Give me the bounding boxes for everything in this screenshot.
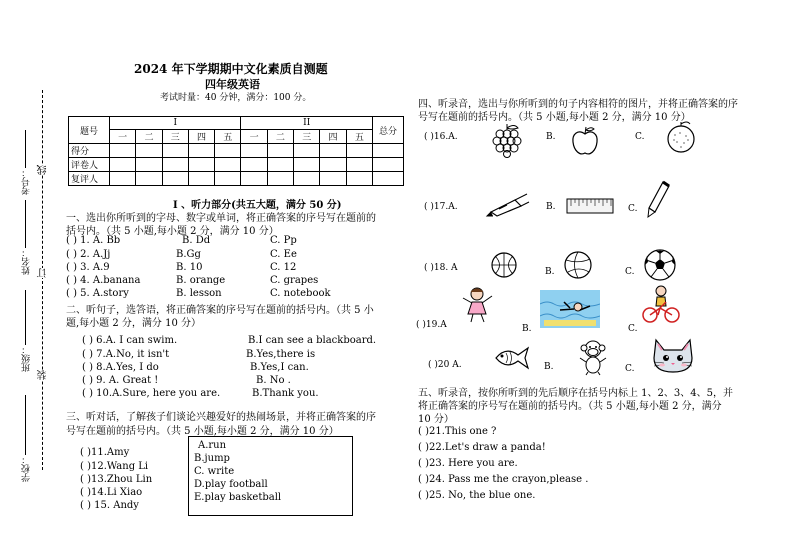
q2-option-b: B.Gg bbox=[176, 249, 201, 260]
kaohao-underline bbox=[25, 130, 26, 168]
ruler-icon bbox=[566, 196, 614, 216]
score-table-numeral: 一 bbox=[241, 130, 267, 144]
score-cell[interactable] bbox=[136, 144, 162, 158]
s3-option-d: D.play football bbox=[194, 479, 268, 490]
q7-option-a: ( ) 7.A.No, it isn't bbox=[82, 349, 170, 360]
score-cell[interactable] bbox=[188, 172, 214, 186]
pen-icon bbox=[485, 192, 533, 218]
soccer-ball-icon bbox=[643, 248, 677, 282]
q2-option-c: C. Ee bbox=[270, 249, 297, 260]
s5-instruction-line1: 五、听录音，按你所听到的先后顺序在括号内标上 1、2、3、4、5，并 bbox=[418, 388, 733, 399]
q5-option-b: B. lesson bbox=[176, 288, 222, 299]
q6-option-b: B.I can see a blackboard. bbox=[248, 335, 377, 346]
s1-instruction-line1: 一、选出你所听到的字母、数字或单词，将正确答案的序号写在题前的 bbox=[66, 213, 376, 224]
label-xingming: 姓名： bbox=[22, 248, 32, 275]
s2-instruction-line1: 二、听句子，选答语，将正确答案的序号写在题前的括号内。（共 5 小 bbox=[66, 305, 374, 316]
q21-stem: ( )21.This one ? bbox=[418, 426, 497, 437]
score-cell[interactable] bbox=[215, 144, 241, 158]
score-table bbox=[68, 116, 404, 186]
score-table-numeral: 一 bbox=[110, 130, 136, 144]
q8-option-a: ( ) 8.A.Yes, I do bbox=[82, 362, 159, 373]
score-cell[interactable] bbox=[241, 144, 267, 158]
q3-option-b: B. 10 bbox=[176, 262, 203, 273]
score-cell[interactable] bbox=[215, 172, 241, 186]
s3-option-a: A.run bbox=[198, 440, 227, 451]
s4-instruction-line1: 四、听录音，选出与你所听到的句子内容相符的图片，并将正确答案的序 bbox=[418, 99, 738, 110]
q18-option-c-label: C. bbox=[625, 267, 635, 277]
score-table-part1: I bbox=[110, 117, 241, 130]
q20-option-c-label: C. bbox=[625, 364, 635, 374]
score-table-numeral: 四 bbox=[320, 130, 346, 144]
volleyball-icon bbox=[563, 250, 593, 280]
q11-stem: ( )11.Amy bbox=[80, 447, 130, 458]
score-cell[interactable] bbox=[346, 158, 372, 172]
q23-stem: ( )23. Here you are. bbox=[418, 458, 518, 469]
basketball-icon bbox=[490, 251, 518, 279]
score-table-row-label: 得分 bbox=[69, 144, 110, 158]
q1-option-b: B. Dd bbox=[182, 235, 211, 246]
q6-option-a: ( ) 6.A. I can swim. bbox=[82, 335, 178, 346]
fish-icon bbox=[492, 343, 532, 373]
q10-option-a: ( ) 10.A.Sure, here you are. bbox=[82, 388, 221, 399]
q18-option-b-label: B. bbox=[545, 267, 555, 277]
banji-underline bbox=[25, 290, 26, 345]
q20-option-b-label: B. bbox=[544, 362, 554, 372]
score-cell[interactable] bbox=[267, 158, 293, 172]
score-cell[interactable] bbox=[320, 172, 346, 186]
score-table-total: 总分 bbox=[373, 117, 404, 144]
score-cell[interactable] bbox=[373, 144, 404, 158]
q17-stem: ( )17.A. bbox=[424, 202, 458, 212]
q5-option-c: C. notebook bbox=[270, 288, 331, 299]
q4-option-c: C. grapes bbox=[270, 275, 319, 286]
q16-stem: ( )16.A. bbox=[424, 132, 458, 142]
score-cell[interactable] bbox=[110, 172, 136, 186]
q17-option-c-label: C. bbox=[628, 204, 638, 214]
q9-option-b: B. No . bbox=[256, 375, 291, 386]
score-table-numeral: 二 bbox=[267, 130, 293, 144]
s4-instruction-line2: 号写在题前的括号内。（共 5 小题,每小题 2 分，满分 10 分） bbox=[418, 112, 691, 123]
score-table-numeral: 三 bbox=[294, 130, 320, 144]
score-cell[interactable] bbox=[162, 158, 188, 172]
xuexiao-underline bbox=[25, 395, 26, 455]
s3-instruction-line1: 三、听对话，了解孩子们谈论兴趣爱好的热闹场景，并将正确答案的序 bbox=[66, 412, 376, 423]
q10-option-b: B.Thank you. bbox=[252, 388, 319, 399]
q17-option-b-label: B. bbox=[546, 202, 556, 212]
q2-stem: ( ) 2. A.Jj bbox=[66, 249, 111, 260]
s1-instruction-line2: 括号内。（共 5 小题,每小题 2 分，满分 10 分） bbox=[66, 226, 279, 237]
score-cell[interactable] bbox=[188, 144, 214, 158]
s3-option-e: E.play basketball bbox=[194, 492, 282, 503]
q24-stem: ( )24. Pass me the crayon,please . bbox=[418, 474, 589, 485]
label-kaohao: 考号： bbox=[22, 168, 32, 195]
binding-dashed-line bbox=[42, 90, 43, 470]
q3-option-c: C. 12 bbox=[270, 262, 297, 273]
score-table-col-label: 题号 bbox=[69, 117, 110, 144]
q1-option-c: C. Pp bbox=[270, 235, 297, 246]
score-cell[interactable] bbox=[373, 158, 404, 172]
score-table-numeral: 四 bbox=[188, 130, 214, 144]
score-cell[interactable] bbox=[215, 158, 241, 172]
score-cell[interactable] bbox=[346, 144, 372, 158]
score-cell[interactable] bbox=[267, 172, 293, 186]
apple-icon bbox=[570, 125, 600, 157]
monkey-icon bbox=[576, 338, 610, 376]
q14-stem: ( )14.Li Xiao bbox=[80, 487, 143, 498]
score-cell[interactable] bbox=[162, 144, 188, 158]
score-cell[interactable] bbox=[136, 158, 162, 172]
q19-option-b-label: B. bbox=[522, 324, 532, 334]
girl-dancing-icon bbox=[460, 286, 496, 324]
label-xuexiao: 学校： bbox=[22, 455, 32, 482]
q9-option-a: ( ) 9. A. Great ! bbox=[82, 375, 159, 386]
score-cell[interactable] bbox=[241, 158, 267, 172]
score-cell[interactable] bbox=[267, 144, 293, 158]
q12-stem: ( )12.Wang Li bbox=[80, 461, 149, 472]
q18-stem: ( )18. A bbox=[424, 263, 458, 273]
q7-option-b: B.Yes,there is bbox=[246, 349, 316, 360]
score-cell[interactable] bbox=[373, 172, 404, 186]
score-table-numeral: 五 bbox=[346, 130, 372, 144]
q4-option-b: B. orange bbox=[176, 275, 226, 286]
q19-stem: ( )19.A bbox=[416, 320, 447, 330]
q5-stem: ( ) 5. A.story bbox=[66, 288, 129, 299]
label-banji: 班级： bbox=[22, 345, 32, 372]
q1-stem: ( ) 1. A. Bb bbox=[66, 235, 121, 246]
score-cell[interactable] bbox=[346, 172, 372, 186]
s3-option-c: C. write bbox=[194, 466, 235, 477]
s2-instruction-line2: 题,每小题 2 分，满分 10 分） bbox=[66, 318, 201, 329]
score-table-numeral: 二 bbox=[136, 130, 162, 144]
score-table-part2: II bbox=[241, 117, 373, 130]
score-table-numeral: 三 bbox=[162, 130, 188, 144]
orange-icon bbox=[665, 120, 697, 154]
binding-char-ding: 订 bbox=[38, 268, 49, 278]
cat-icon bbox=[650, 336, 696, 376]
pencil-icon bbox=[645, 180, 671, 220]
s5-instruction-line3: 10 分） bbox=[418, 414, 454, 425]
grapes-icon bbox=[490, 122, 524, 158]
q22-stem: ( )22.Let's draw a panda! bbox=[418, 442, 546, 453]
score-cell[interactable] bbox=[320, 158, 346, 172]
binding-char-xian: 线 bbox=[38, 165, 49, 175]
q19-option-c-label: C. bbox=[628, 324, 638, 334]
xingming-underline bbox=[25, 200, 26, 248]
score-cell[interactable] bbox=[110, 144, 136, 158]
score-cell[interactable] bbox=[294, 172, 320, 186]
score-cell[interactable] bbox=[110, 158, 136, 172]
score-cell[interactable] bbox=[162, 172, 188, 186]
q13-stem: ( )13.Zhou Lin bbox=[80, 474, 153, 485]
q16-option-c-label: C. bbox=[635, 132, 645, 142]
q4-stem: ( ) 4. A.banana bbox=[66, 275, 141, 286]
q3-stem: ( ) 3. A.9 bbox=[66, 262, 110, 273]
q20-stem: ( )20 A. bbox=[428, 360, 462, 370]
score-table-row-label: 评卷人 bbox=[69, 158, 110, 172]
binding-char-zhuang: 装 bbox=[38, 370, 49, 380]
exam-info: 考试时量：40 分钟，满分：100 分。 bbox=[160, 93, 312, 103]
q25-stem: ( )25. No, the blue one. bbox=[418, 490, 536, 501]
boy-cycling-icon bbox=[642, 284, 680, 324]
score-cell[interactable] bbox=[136, 172, 162, 186]
q15-stem: ( ) 15. Andy bbox=[80, 500, 139, 511]
score-table-row-label: 复评人 bbox=[69, 172, 110, 186]
s3-instruction-line2: 号写在题前的括号内。（共 5 小题,每小题 2 分，满分 10 分） bbox=[66, 426, 339, 437]
s5-instruction-line2: 将正确答案的序号写在题前的括号内。（共 5 小题,每小题 2 分，满分 bbox=[418, 401, 722, 412]
score-cell[interactable] bbox=[294, 158, 320, 172]
score-table-numeral: 五 bbox=[215, 130, 241, 144]
q8-option-b: B.Yes,I can. bbox=[250, 362, 309, 373]
exam-subtitle: 四年级英语 bbox=[205, 78, 260, 91]
swimming-icon bbox=[540, 290, 600, 328]
score-cell[interactable] bbox=[320, 144, 346, 158]
score-cell[interactable] bbox=[188, 158, 214, 172]
q16-option-b-label: B. bbox=[546, 132, 556, 142]
part1-heading: I 、听力部分(共五大题，满分 50 分) bbox=[173, 200, 342, 211]
exam-title: 2024 年下学期期中文化素质自测题 bbox=[134, 62, 328, 76]
score-cell[interactable] bbox=[241, 172, 267, 186]
score-cell[interactable] bbox=[294, 144, 320, 158]
s3-option-b: B.jump bbox=[194, 453, 230, 464]
